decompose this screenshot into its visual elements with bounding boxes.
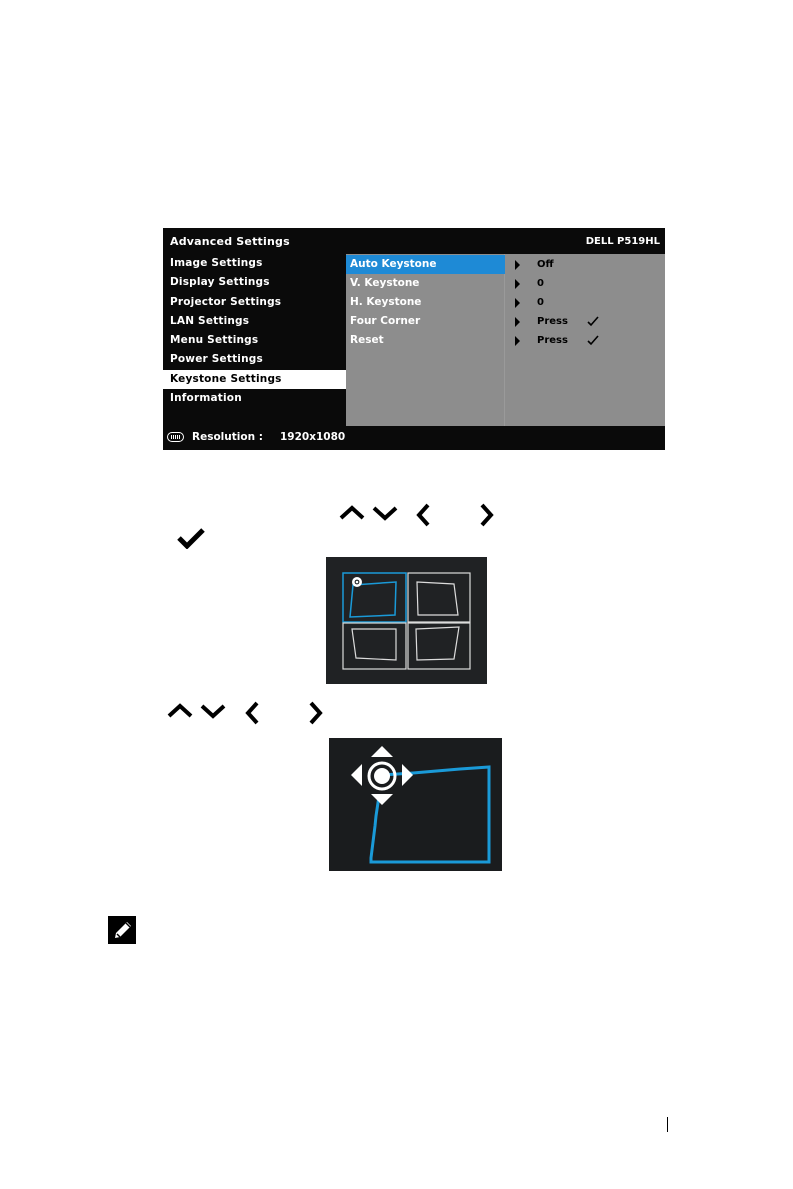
arrow-right-icon	[515, 279, 520, 289]
menu-item-keystone-settings[interactable]: Keystone Settings	[163, 370, 346, 389]
submenu-value: 0	[537, 278, 544, 289]
left-icon	[414, 503, 432, 527]
four-corner-grid-diagram	[326, 557, 487, 684]
up-icon	[166, 701, 194, 721]
osd-status-bar	[163, 426, 665, 450]
menu-item-display-settings[interactable]: Display Settings	[170, 276, 270, 289]
submenu-label: V. Keystone	[350, 277, 420, 289]
submenu-row-auto-keystone[interactable]	[346, 255, 665, 274]
osd-brand: DELL P519HL	[585, 236, 660, 247]
resolution-value: 1920x1080	[280, 431, 346, 443]
check-icon	[586, 333, 600, 347]
right-icon	[307, 701, 325, 725]
menu-item-information[interactable]: Information	[170, 392, 242, 405]
menu-item-power-settings[interactable]: Power Settings	[170, 353, 263, 366]
osd-submenu	[346, 254, 665, 426]
input-source-icon	[167, 432, 184, 442]
submenu-value: Press	[537, 316, 568, 327]
down-icon	[199, 701, 227, 721]
down-icon	[371, 503, 399, 523]
submenu-row-h-keystone[interactable]	[346, 293, 665, 312]
submenu-row-v-keystone[interactable]	[346, 274, 665, 293]
submenu-value: Press	[537, 335, 568, 346]
menu-item-image-settings[interactable]: Image Settings	[170, 257, 263, 269]
osd-menu	[163, 228, 665, 450]
arrow-right-icon	[515, 317, 520, 327]
arrow-right-icon	[515, 298, 520, 308]
arrow-right-icon	[515, 260, 520, 270]
menu-item-projector-settings[interactable]: Projector Settings	[170, 295, 282, 308]
submenu-row-reset[interactable]	[346, 331, 665, 350]
resolution-label: Resolution :	[192, 431, 263, 443]
left-icon	[243, 701, 261, 725]
submenu-value: 0	[537, 297, 544, 308]
check-icon	[176, 527, 206, 549]
submenu-label: Four Corner	[350, 315, 421, 327]
page-number-rule	[667, 1117, 668, 1132]
menu-item-menu-settings[interactable]: Menu Settings	[170, 334, 259, 347]
submenu-row-four-corner[interactable]	[346, 312, 665, 331]
submenu-value: Off	[537, 259, 554, 270]
submenu-label: Auto Keystone	[346, 255, 505, 274]
right-icon	[478, 503, 496, 527]
menu-item-lan-settings[interactable]: LAN Settings	[170, 314, 250, 327]
note-pencil-icon	[107, 915, 137, 945]
arrow-right-icon	[515, 336, 520, 346]
check-icon	[586, 314, 600, 328]
osd-main-menu	[163, 254, 346, 426]
submenu-label: H. Keystone	[350, 296, 422, 308]
submenu-label: Reset	[350, 334, 384, 346]
up-icon	[338, 503, 366, 523]
corner-adjust-diagram	[329, 738, 502, 871]
osd-title: Advanced Settings	[170, 235, 290, 248]
